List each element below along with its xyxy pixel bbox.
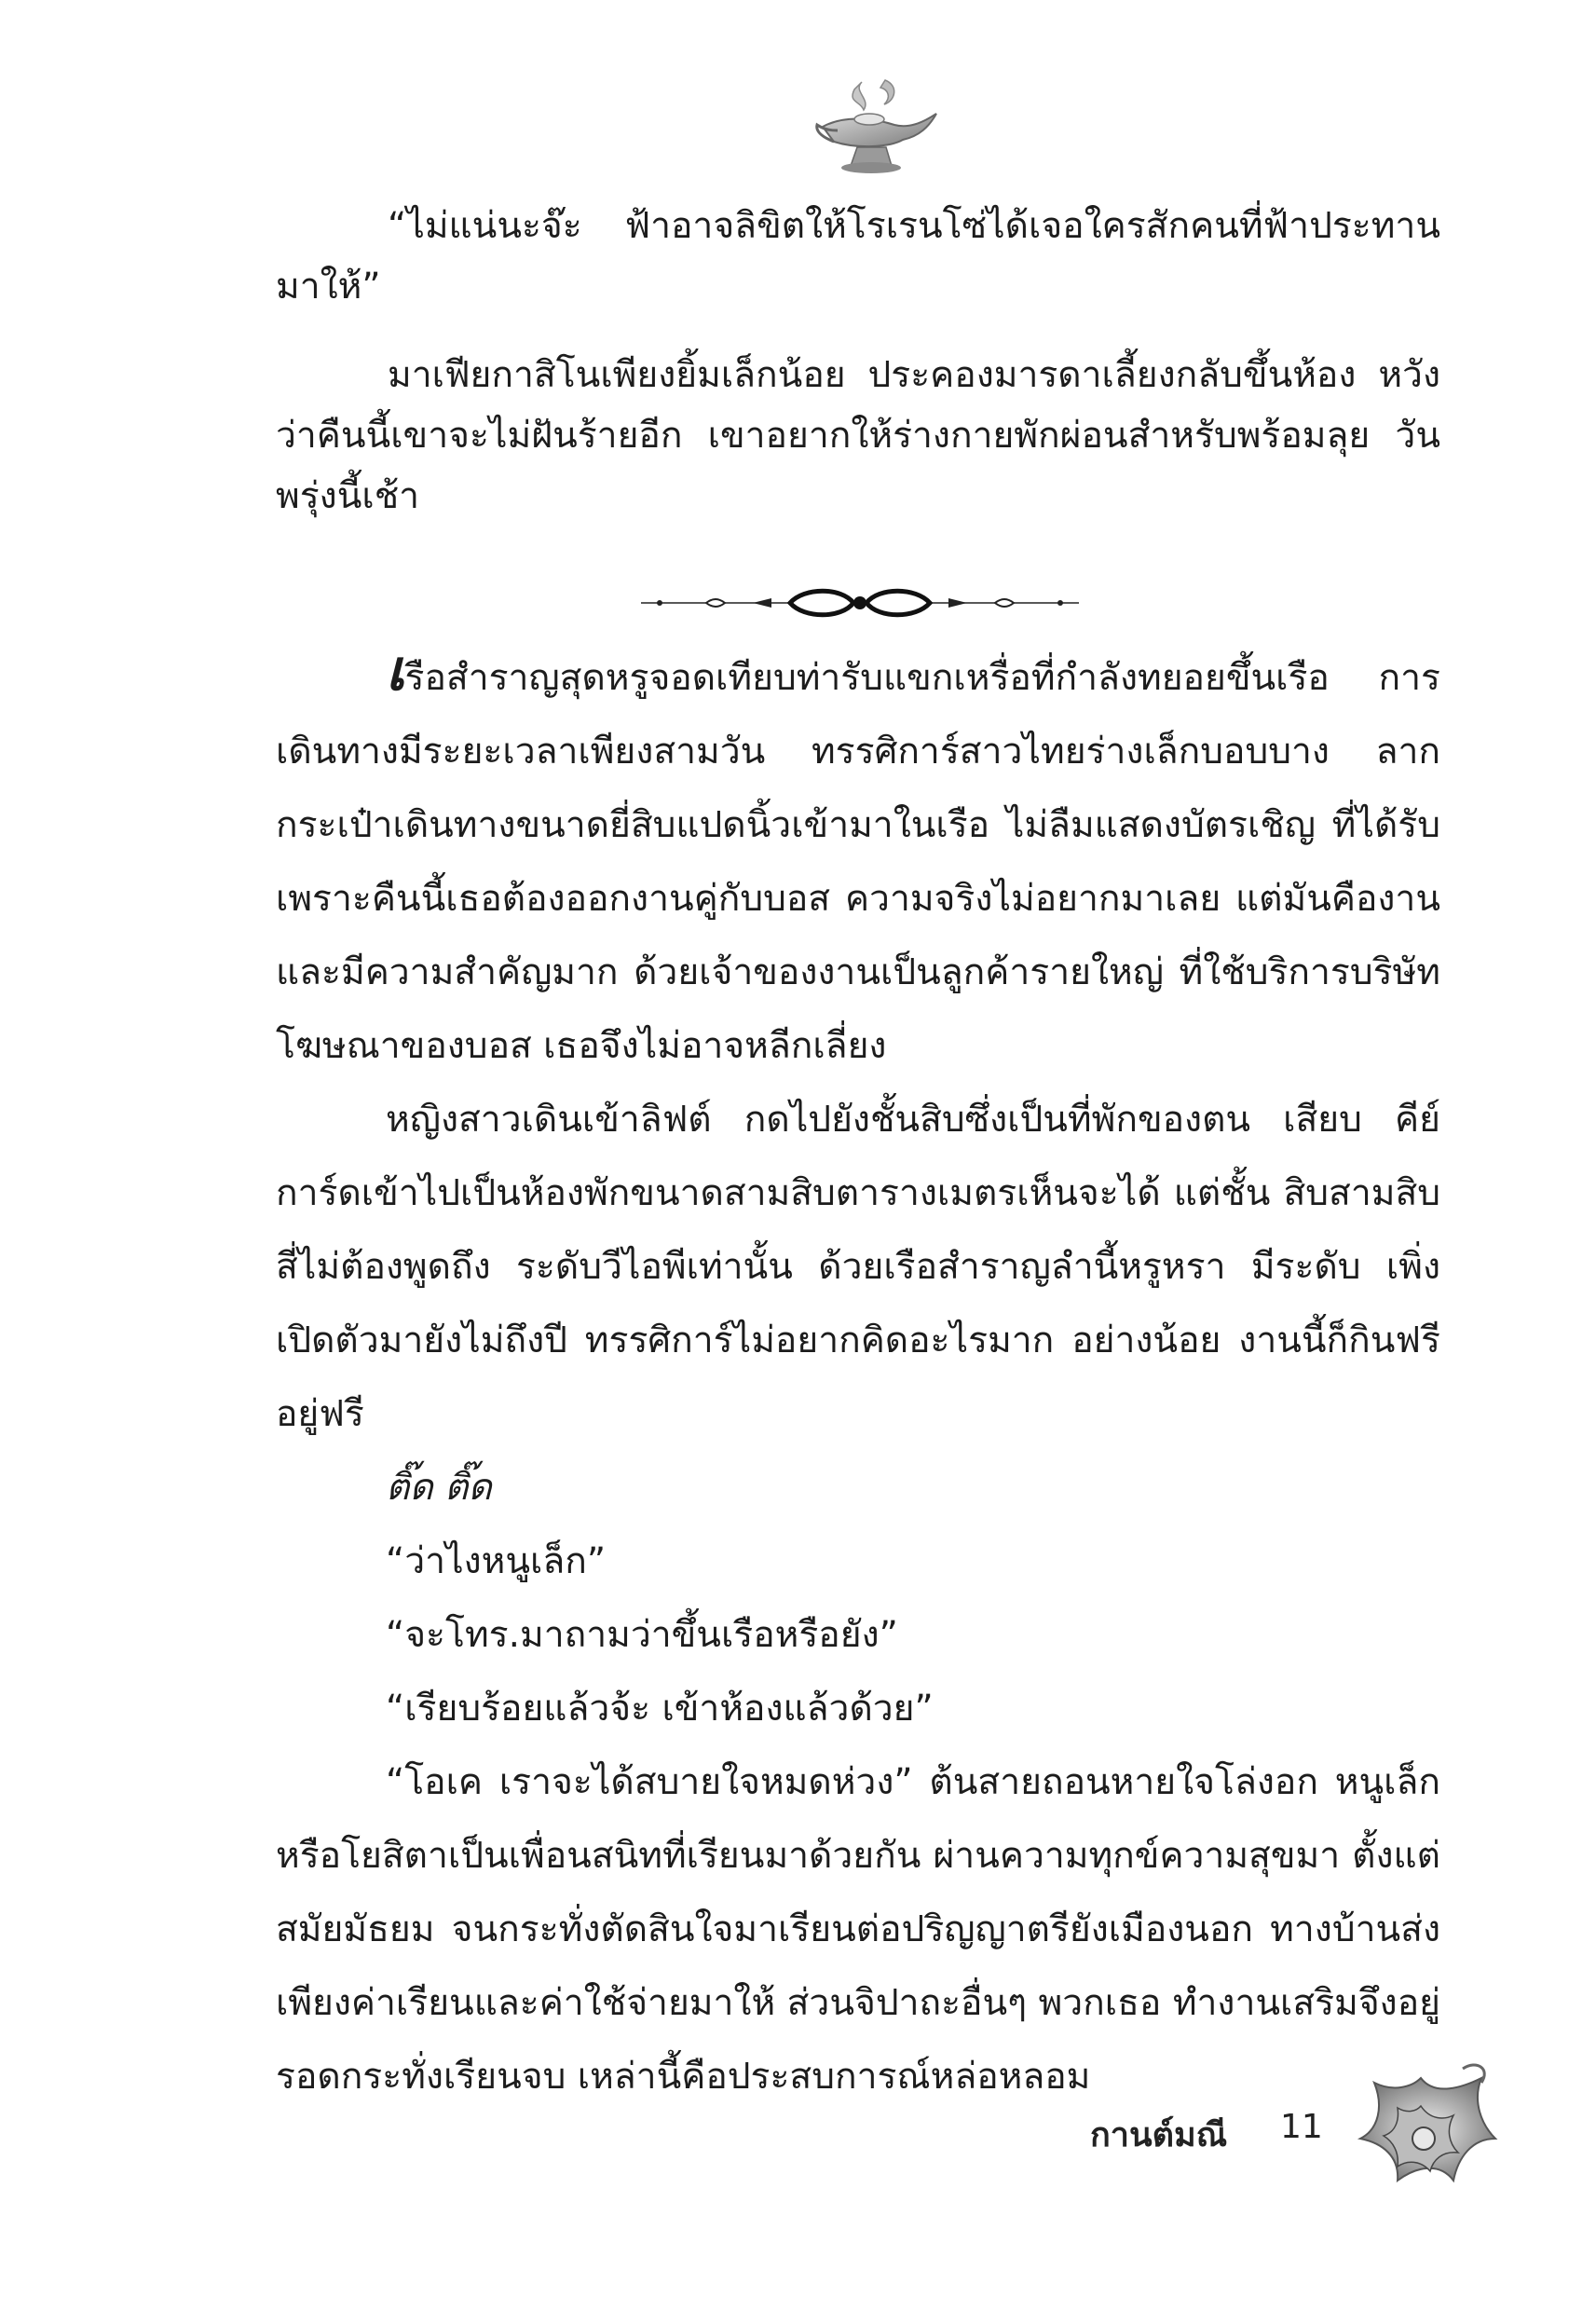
main-section — [276, 638, 1440, 2113]
ornamental-divider-icon — [641, 580, 1079, 626]
genie-lamp-icon — [806, 73, 946, 183]
page-number: 11 — [1280, 2108, 1323, 2146]
opening-dialogue — [276, 196, 1440, 317]
drop-cap: เ — [386, 638, 405, 704]
paragraph: มาเฟียกาสิโนเพียงยิ้มเล็กน้อย ประคองมารดาเลี้ยงกลับขึ้นห้อง หวังว่าคืนนี้เขาจะไม่ฝันร้ายอีก เขาอยากให้ร่างกายพักผ่อนสำหรับพร้อมลุย วันพรุ่งนี้เช้า — [276, 354, 1440, 517]
paragraph — [276, 638, 1440, 1083]
paragraph: “โอเค เราจะได้สบายใจหมดห่วง” ต้นสายถอนหายใจโล่งอก หนูเล็ก หรือโยสิตาเป็นเพื่อนสนิทที่เรียนมาด้วยกัน ผ่านความทุกข์ความสุขมา ตั้งแต่สมัยมัธยม จนกระทั่งตัดสินใจมาเรียนต่อปริญญาตรียังเมืองนอก ทางบ้านส่งเพียงค่าเรียนและค่าใช้จ่ายมาให้ ส่วนจิปาถะอื่นๆ พวกเธอ ทำงานเสริมจึงอยู่รอดกระทั่งเรียนจบ เหล่านี้คือประสบการณ์หล่อหลอม — [276, 1761, 1440, 2098]
dialogue-line: “จะโทร.มาถามว่าขึ้นเรือหรือยัง” — [386, 1614, 898, 1656]
dialogue-line: “เรียบร้อยแล้วจ้ะ เข้าห้องแล้วด้วย” — [386, 1688, 934, 1730]
sound-effect: ติ๊ด ติ๊ด — [386, 1467, 492, 1509]
closing-paragraph — [276, 345, 1440, 526]
paragraph-text: รือสำราญสุดหรูจอดเทียบท่ารับแขกเหรื่อที่กำลังทยอยขึ้นเรือ การเดินทางมีระยะเวลาเพียงสามวัน ทรรศิการ์สาวไทยร่างเล็กบอบบาง ลากกระเป๋าเดินทางขนาดยี่สิบแปดนิ้วเข้ามาในเรือ ไม่ลืมแสดงบัตรเชิญ ที่ได้รับ เพราะคืนนี้เธอต้องออกงานคู่กับบอส ความจริงไม่อยากมาเลย แต่มันคืองานและมีความสำคัญมาก ด้วยเจ้าของงานเป็นลูกค้ารายใหญ่ ที่ใช้บริการบริษัทโฆษณาของบอส เธอจึงไม่อาจหลีกเลี่ยง — [276, 657, 1440, 1067]
book-title: กานต์มณี — [1090, 2116, 1228, 2154]
dialogue-line: “ว่าไงหนูเล็ก” — [386, 1540, 607, 1582]
paragraph: “ไม่แน่นะจ๊ะ ฟ้าอาจลิขิตให้โรเรนโซ่ได้เจอใครสักคนที่ฟ้าประทาน มาให้” — [276, 205, 1440, 308]
paragraph: หญิงสาวเดินเข้าลิฟต์ กดไปยังชั้นสิบซึ่งเป็นที่พักของตน เสียบ คีย์การ์ดเข้าไปเป็นห้องพักขนาดสามสิบตารางเมตรเห็นจะได้ แต่ชั้น สิบสามสิบสี่ไม่ต้องพูดถึง ระดับวีไอพีเท่านั้น ด้วยเรือสำราญลำนี้หรูหรา มีระดับ เพิ่งเปิดตัวมายังไม่ถึงปี ทรรศิการ์ไม่อยากคิดอะไรมาก อย่างน้อย งานนี้ก็กินฟรีอยู่ฟรี — [276, 1099, 1440, 1435]
flower-ornament-icon — [1342, 2050, 1500, 2208]
